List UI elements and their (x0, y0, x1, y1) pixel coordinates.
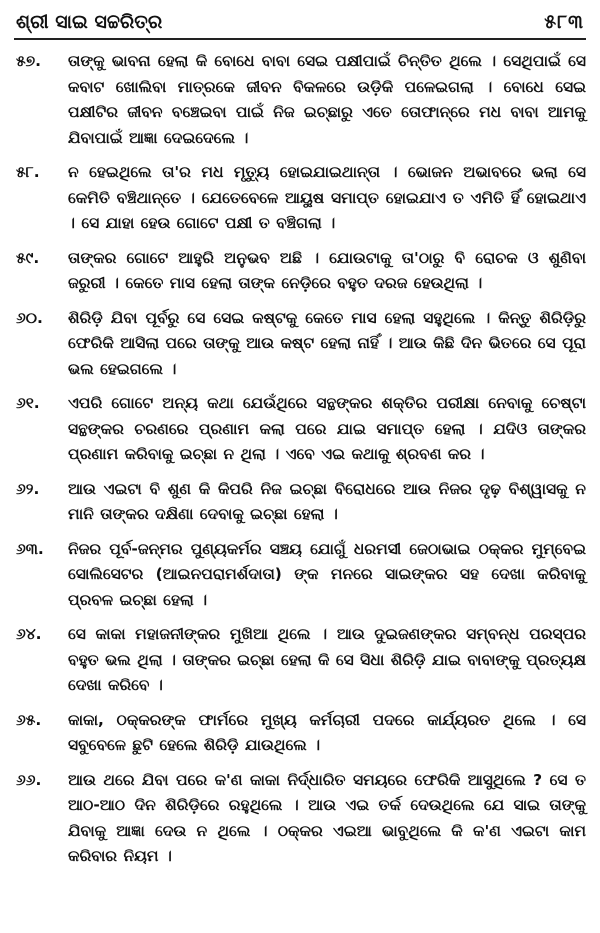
running-title: ଶ୍ରୀ ସାଇ ସଚ୍ଚରିତ୍ର (16, 11, 163, 33)
verse-66 (14, 768, 586, 870)
verse-number: ୬୨. (16, 479, 40, 498)
page-number: ୫୮୩ (544, 11, 584, 33)
verse-number: ୬୪. (16, 625, 42, 643)
verse-58 (14, 160, 586, 237)
verse-text: ନିଜର ପୂର୍ବ-ଜନ୍ମର ପୁଣ୍ୟକର୍ମର ସଞ୍ଚୟ ଯୋଗୁଁ ଧରମସୀ ଜେଠାଭାଇ ଠକ୍କର ମୁମ୍ବେଇ ସୋଲିସେଟର (ଆଇନପରାମର୍ଶଦାତା) ଙ୍କ ମନରେ ସାଇଙ୍କର ସହ ଦେଖା କରିବାକୁ ପ୍ରବଳ ଇଚ୍ଛା ହେଲା । (68, 539, 586, 609)
verse-list (14, 49, 586, 870)
verse-number: ୬୫. (16, 710, 42, 729)
verse-64 (14, 622, 586, 699)
verse-59 (14, 246, 586, 297)
verse-number: ୬୦. (16, 308, 43, 327)
page-header (14, 6, 586, 40)
verse-number: ୬୩. (16, 539, 44, 558)
verse-text: ଶିରିଡ଼ି ଯିବା ପୂର୍ବରୁ ସେ ସେଇ କଷ୍ଟକୁ କେତେ ମାସ ହେଲା ସହୁଥିଲେ । କିନ୍ତୁ ଶିରିଡ଼ିରୁ ଫେରିକି ଆସିଲା ପରେ ତାଙ୍କୁ ଆଉ କଷ୍ଟ ହେଲା ନାହିଁ । ଆଉ କିଛି ଦିନ ଭିତରେ ସେ ପୂରା ଭଲ ହେଇଗଲେ । (68, 308, 586, 378)
verse-number: ୫୭. (16, 52, 42, 70)
verse-number: ୬୧. (16, 394, 40, 412)
verse-61 (14, 391, 586, 468)
verse-text: ଏପରି ଗୋଟେ ଅନ୍ୟ କଥା ଯେଉଁଥିରେ ସନ୍ଥଙ୍କର ଶକ୍ତିର ପରୀକ୍ଷା ନେବାକୁ ଚେଷ୍ଟା ସନ୍ଥଙ୍କର ଚରଣରେ ପ୍ରଣାମ କଲା ପରେ ଯାଇ ସମାପ୍ତ ହେଲା । ଯଦିଓ ତାଙ୍କର ପ୍ରଣାମ କରିବାକୁ ଇଚ୍ଛା ନ ଥିଲା । ଏବେ ଏଇ କଥାକୁ ଶ୍ରବଣ କର । (68, 394, 586, 463)
verse-text: ତାଙ୍କୁ ଭାବନା ହେଲା କି ବୋଧେ ବାବା ସେଇ ପକ୍ଷୀପାଇଁ ଚିନ୍ତିତ ଥିଲେ । ସେଥିପାଇଁ ସେ କବାଟ ଖୋଲିବା ମାତ୍ରକେ ଜୀବନ ବିକଳରେ ଉଡ଼ିକି ପଳେଇଗଲା । ବୋଧେ ସେଇ ପକ୍ଷୀଟିର ଜୀବନ ବଞ୍ଚେଇବା ପାଇଁ ନିଜ ଇଚ୍ଛାରୁ ଏତେ ତୋଫାନ୍‌ରେ ମଧ ବାବା ଆମକୁ ଯିବାପାଇଁ ଆଜ୍ଞା ଦେଇଦେଲେ । (68, 52, 586, 147)
verse-text: ଆଉ ଥରେ ଯିବା ପରେ କ'ଣ କାକା ନିର୍ଦ୍ଧାରିତ ସମୟରେ ଫେରିକି ଆସୁଥିଲେ ? ସେ ତ ଆଠ-ଆଠ ଦିନ ଶିରିଡ଼ିରେ ରହୁଥିଲେ । ଆଉ ଏଇ ତର୍କ ଦେଉଥିଲେ ଯେ ସାଇ ତାଙ୍କୁ ଯିବାକୁ ଆଜ୍ଞା ଦେଉ ନ ଥିଲେ । ଠକ୍କର ଏଇଆ ଭାବୁଥିଲେ କି କ'ଣ ଏଇଟା କାମ କରିବାର ନିୟମ । (68, 770, 586, 865)
verse-62 (14, 477, 586, 528)
verse-65 (14, 708, 586, 759)
verse-60 (14, 306, 586, 383)
verse-number: ୬୬. (16, 770, 42, 789)
verse-57 (14, 49, 586, 151)
verse-text: ଆଉ ଏଇଟା ବି ଶୁଣ କି କିପରି ନିଜ ଇଚ୍ଛା ବିରୋଧରେ ଆଉ ନିଜର ଦୃଢ଼ ବିଶ୍ୱାସକୁ ନ ମାନି ତାଙ୍କର ଦକ୍ଷିଣା ଦେବାକୁ ଇଚ୍ଛା ହେଲା । (68, 479, 586, 523)
verse-number: ୫୯. (16, 248, 40, 267)
verse-text: ତାଙ୍କର ଗୋଟେ ଆହୁରି ଅନୁଭବ ଅଛି । ଯୋଉଟାକୁ ତା'ଠାରୁ ବି ରୋଚକ ଓ ଶୁଣିବା ଜରୁରୀ । କେତେ ମାସ ହେଲା ତାଙ୍କ ନେଡ଼ିରେ ବହୁତ ଦରଜ ହେଉଥିଲା । (68, 248, 586, 292)
verse-number: ୫୮. (16, 163, 40, 181)
verse-63 (14, 537, 586, 614)
verse-text: ନ ହେଇଥିଲେ ତା'ର ମଧ ମୃତ୍ୟୁ ହୋଇଯାଇଥାନ୍ତା । ଭୋଜନ ଅଭାବରେ ଭଲା ସେ କେମିତି ବଞ୍ଚିଥାନ୍ତେ । ଯେତେବେଳେ ଆୟୁଷ ସମାପ୍ତ ହୋଇଯାଏ ତ ଏମିତି ହିଁ ହୋଇଥାଏ । ସେ ଯାହା ହେଉ ଗୋଟେ ପକ୍ଷୀ ତ ବଞ୍ଚିଗଲା । (68, 163, 586, 232)
verse-text: ସେ କାକା ମହାଜନୀଙ୍କର ମୁଖିଆ ଥିଲେ । ଆଉ ଦୁଇଜଣଙ୍କର ସମ୍ବନ୍ଧ ପରସ୍ପର ବହୁତ ଭଲ ଥିଲା । ତାଙ୍କର ଇଚ୍ଛା ହେଲା କି ସେ ସିଧା ଶିରିଡ଼ି ଯାଇ ବାବାଙ୍କୁ ପ୍ରତ୍ୟକ୍ଷ ଦେଖା କରିବେ । (68, 625, 586, 694)
verse-text: କାକା, ଠକ୍କରଙ୍କ ଫାର୍ମରେ ମୁଖ୍ୟ କର୍ମଚାରୀ ପଦରେ କାର୍ଯ୍ୟରତ ଥିଲେ । ସେ ସବୁବେଳେ ଛୁଟି ହେଲେ ଶିରିଡ଼ି ଯାଉଥିଲେ । (68, 710, 586, 754)
